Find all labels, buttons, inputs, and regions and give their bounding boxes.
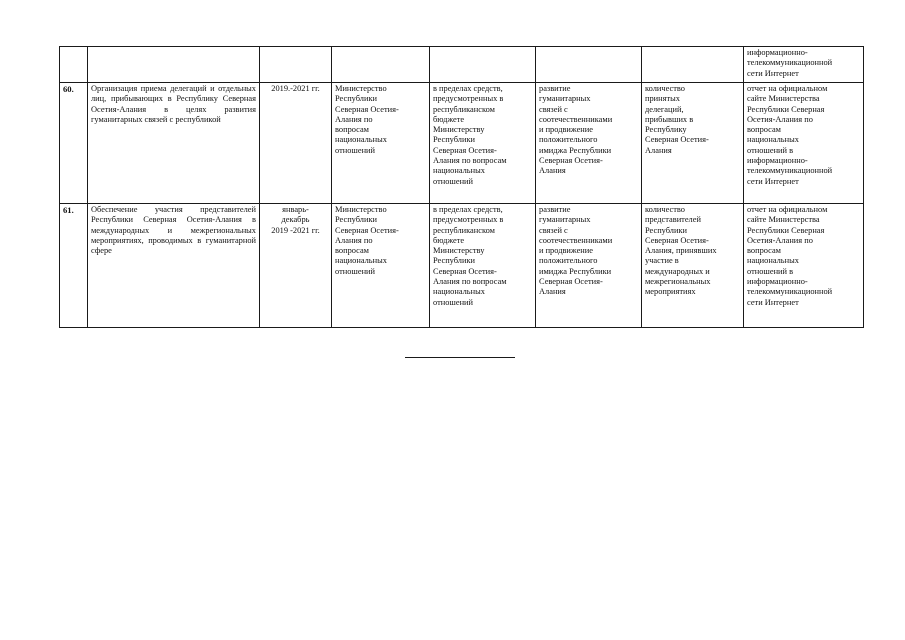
cell-indicator: количество принятых делегаций, прибывших в Республику Северная Осетия- Алания xyxy=(642,83,744,204)
cell-report: отчет на официальном сайте Министерства Республики Северная Осетия-Алания по вопросам национальных отношений в информационно- телекоммуникационной сети Интернет xyxy=(744,83,864,204)
cell-number xyxy=(60,47,88,83)
cell-indicator xyxy=(642,47,744,83)
measures-table xyxy=(59,46,864,328)
cell-number: 61. xyxy=(60,204,88,328)
cell-period: январь- декабрь 2019 -2021 гг. xyxy=(260,204,332,328)
cell-executor: Министерство Республики Северная Осетия- Алания по вопросам национальных отношений xyxy=(332,204,430,328)
cell-executor xyxy=(332,47,430,83)
cell-period: 2019.-2021 гг. xyxy=(260,83,332,204)
cell-report: информационно- телекоммуникационной сети Интернет xyxy=(744,47,864,83)
cell-goal xyxy=(536,47,642,83)
cell-measure-name: Организация приема делегаций и отдельных лиц, прибывающих в Республику Северная Осетия-Алания в целях развития гуманитарных связей с республикой xyxy=(88,83,260,204)
end-of-document-rule xyxy=(405,357,515,358)
cell-measure-name xyxy=(88,47,260,83)
cell-period xyxy=(260,47,332,83)
cell-measure-name: Обеспечение участия представителей Республики Северная Осетия-Алания в международных и межрегиональных мероприятиях, проводимых в гуманитарной сфере xyxy=(88,204,260,328)
table-row xyxy=(60,204,864,328)
cell-goal: развитие гуманитарных связей с соотечественниками и продвижение положительного имиджа Республики Северная Осетия- Алания xyxy=(536,204,642,328)
cell-indicator: количество представителей Республики Северная Осетия- Алания, принявших участие в международных и межрегиональных мероприятиях xyxy=(642,204,744,328)
cell-funding xyxy=(430,47,536,83)
cell-funding: в пределах средств, предусмотренных в республиканском бюджете Министерству Республики Северная Осетия- Алания по вопросам национальных отношений xyxy=(430,204,536,328)
cell-report: отчет на официальном сайте Министерства Республики Северная Осетия-Алания по вопросам национальных отношений в информационно- телекоммуникационной сети Интернет xyxy=(744,204,864,328)
table-row-continuation xyxy=(60,47,864,83)
table-row xyxy=(60,83,864,204)
cell-number: 60. xyxy=(60,83,88,204)
cell-goal: развитие гуманитарных связей с соотечественниками и продвижение положительного имиджа Республики Северная Осетия- Алания xyxy=(536,83,642,204)
cell-funding: в пределах средств, предусмотренных в республиканском бюджете Министерству Республики Северная Осетия- Алания по вопросам национальных отношений xyxy=(430,83,536,204)
cell-executor: Министерство Республики Северная Осетия- Алания по вопросам национальных отношений xyxy=(332,83,430,204)
